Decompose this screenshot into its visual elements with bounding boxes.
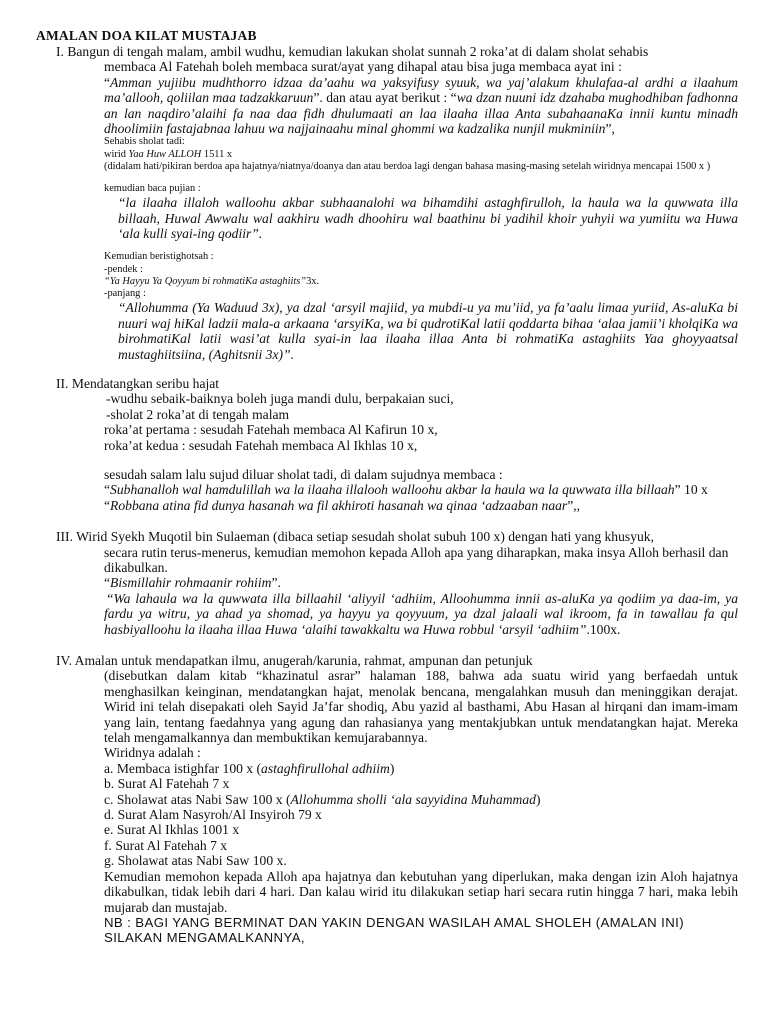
istighotsah-label: Kemudian beristighotsah : — [104, 251, 214, 263]
document-title: AMALAN DOA KILAT MUSTAJAB — [36, 28, 257, 43]
s2-line: roka’at kedua : sesudah Fatehah membaca Al Ikhlas 10 x, — [104, 437, 418, 453]
section-3-body: secara rutin terus-menerus, kemudian memohon kepada Alloh apa yang diharapkan, maka insya Alloh berhasil dan dikabulkan. — [104, 544, 729, 575]
section-1-intro: membaca Al Fatehah boleh membaca surat/ayat yang dihapal atau bisa juga membaca ayat ini : — [104, 59, 622, 75]
sujud-instruction: sesudah salam lalu sujud diluar sholat tadi, di dalam sujudnya membaca : — [104, 466, 503, 482]
pujian-label: kemudian baca pujian : — [104, 183, 201, 195]
syekh-wirid-text: “Wa lahaula wa la quwwata illa billaahil ‘aliyyil ‘adhiim, Alloohumma innii as-aluKa ya qodiim ya daa-im, ya fardu ya witru, ya ahad ya shomad, ya hayyu ya qoyyuum, ya dzal jalaali wal ikroom, fa in tawallau fa qul hasbiyalloohu la ilaaha illaa Huwa ‘alaihi tawakkaltu wa Huwa robbul ‘arsyil ‘adhiim”.100x. — [104, 590, 738, 637]
wirid-line: wirid Yaa Huw ALLOH 1511 x — [104, 148, 233, 160]
verse-1: Amman yujiibu mudhthorro idzaa da’aahu wa yaksyifusy syuuk, wa yaj’alakum khulafaa-al ardhi a ilaahum ma’allooh, qoliilan maa tadzakkaruun — [104, 74, 738, 106]
wirid-item: f. Surat Al Fatehah 7 x — [104, 837, 228, 853]
wirid-item: a. Membaca istighfar 100 x (astaghfirullohal adhiim) — [104, 760, 395, 776]
s2-line: roka’at pertama : sesudah Fatehah membaca Al Kafirun 10 x, — [104, 422, 438, 438]
pujian-text: “la ilaaha illaloh walloohu akbar subhaanalohi wa bihamdihi astaghfirulloh, la haula wa la quwwata illa billaah, Huwal Awwalu wal aakhiru wadh dhoohiru wal baathinu bi yadihil khoir yuhyii wa yumiitu wa Huwa ‘ala kulli syai-ing qodiir”. — [118, 195, 738, 242]
nb-note: NB : BAGI YANG BERMINAT DAN YAKIN DENGAN WASILAH AMAL SHOLEH (AMALAN INI) SILAKAN MENGAMALKANNYA, — [104, 914, 685, 945]
wirid-item: d. Surat Alam Nasyroh/Al Insyiroh 79 x — [104, 807, 322, 823]
doa-1: “Subhanalloh wal hamdulillah wa la ilaaha illalooh walloohu akbar la haula wa la quwwata illa billaah” 10 x — [104, 482, 708, 498]
s2-line: -sholat 2 roka’at di tengah malam — [106, 406, 290, 422]
section-1-verses: “Amman yujiibu mudhthorro idzaa da’aahu wa yaksyifusy syuuk, wa yaj’alakum khulafaa-al ardhi a ilaahum ma’allooh, qoliilan maa tadzakkaruun”. dan atau ayat berikut : “wa dzan nuuni idz dzahaba mughodhiban fadhonna an lan naqdiro’alaihi fa naa daa fidh dhulumaati an laa ilaaha illaa Anta subahaanaKa innii kuntu minadh dhoolimiin fastajabnaa lahuu wa najjainaahu minal ghommi wa kadzalika nunjil mukminiin”, — [104, 74, 738, 137]
doa-2: “Robbana atina fid dunya hasanah wa fil akhiroti hasanah wa qinaa ‘adzaaban naar”,, — [104, 497, 581, 513]
bismillah-line: “Bismillahir rohmaanir rohiim”. — [104, 575, 281, 591]
wirid-list — [104, 761, 738, 869]
wirid-item: b. Surat Al Fatehah 7 x — [104, 776, 230, 792]
verse-2: wa dzan nuuni idz dzahaba mughodhiban fadhonna an lan naqdiro’alaihi fa naa daa fidh dhulumaati an laa ilaaha illaa Anta subahaanaKa innii kuntu minadh dhoolimiin fastajabnaa lahuu wa najjainaahu minal ghommi wa kadzalika nunjil mukminiin — [104, 90, 738, 137]
s2-line: -wudhu sebaik-baiknya boleh juga mandi dulu, berpakaian suci, — [106, 391, 454, 407]
section-2-heading: II. Mendatangkan seribu hajat — [56, 375, 220, 391]
wirid-list-label: Wiridnya adalah : — [104, 745, 201, 761]
wirid-item: g. Sholawat atas Nabi Saw 100 x. — [104, 853, 287, 869]
section-1 — [34, 44, 738, 362]
section-4-heading: IV. Amalan untuk mendapatkan ilmu, anugerah/karunia, rahmat, ampunan dan petunjuk — [56, 653, 533, 668]
closing-paragraph: Kemudian memohon kepada Alloh apa hajatnya dan kebutuhan yang diperlukan, maka dengan izin Aloh hajatnya dikabulkan, tidak lebih dari 4 hari. Dan kalau wirid itu dilakukan setiap hari secara rutin hingga 7 hari, maka lebih mujarab dan mustajab. — [104, 868, 738, 915]
panjang-label: -panjang : — [104, 288, 146, 300]
section-2 — [34, 376, 738, 513]
section-1-heading: I. Bangun di tengah malam, ambil wudhu, kemudian lakukan sholat sunnah 2 roka’at di dalam sholat sehabis — [56, 44, 649, 59]
pendek-label: -pendek : — [104, 263, 143, 275]
after-sholat-label: Sehabis sholat tadi: — [104, 136, 185, 148]
wirid-note: (didalam hati/pikiran berdoa apa hajatnya/niatnya/doanya dan atau berdoa lagi dengan bahasa masing-masing setelah wiridnya mencapai 1500 x ) — [104, 160, 711, 172]
panjang-text: “Allohumma (Ya Waduud 3x), ya dzal ‘arsyil majiid, ya mubdi-u ya mu’iid, ya fa’aalu limaa yuriid, As-aluKa bi nuuri waj hiKal ladzii mala-a arkaana ‘arsyiKa, wa bi qudrotiKal latii qoddarta bihaa ‘alaa jamii’i kholqiKa wa birohmatiKal latii wasi’at kulla syai-in laa ilaaha illaa Anta bi rohmatiKa astaghiits Yaa ghoyyaatsal mustaghiitsiina, (Aghitsnii 3x)”. — [118, 300, 738, 362]
wirid-item: c. Sholawat atas Nabi Saw 100 x (Allohumma sholli ‘ala sayyidina Muhammad) — [104, 791, 541, 807]
wirid-item: e. Surat Al Ikhlas 1001 x — [104, 822, 240, 838]
section-3-heading: III. Wirid Syekh Muqotil bin Sulaeman (dibaca setiap sesudah sholat subuh 100 x) dengan hati yang khusyuk, — [56, 529, 654, 545]
section-4-intro: (disebutkan dalam kitab “khazinatul asrar” halaman 188, bahwa ada suatu wirid yang berfaedah untuk menghasilkan keinginan, mendatangkan hajat, menolak bencana, mengalahkan musuh dan meninggikan derajat. Wirid ini telah disepakati oleh Sayid Ja’far shodiq, Abu yazid al basthami, Abu Hasan al hirqani dan imam-imam yang lain, tentang faedahnya yang agung dan rahasianya yang mentakjubkan untuk mendatangkan hajat. Mereka telah mengamalkannya dan membuktikan kemujarabannya. — [104, 668, 738, 746]
pendek-line: “Ya Hayyu Ya Qoyyum bi rohmatiKa astaghiits”3x. — [104, 275, 320, 287]
section-3 — [34, 529, 738, 637]
section-4 — [34, 653, 738, 945]
